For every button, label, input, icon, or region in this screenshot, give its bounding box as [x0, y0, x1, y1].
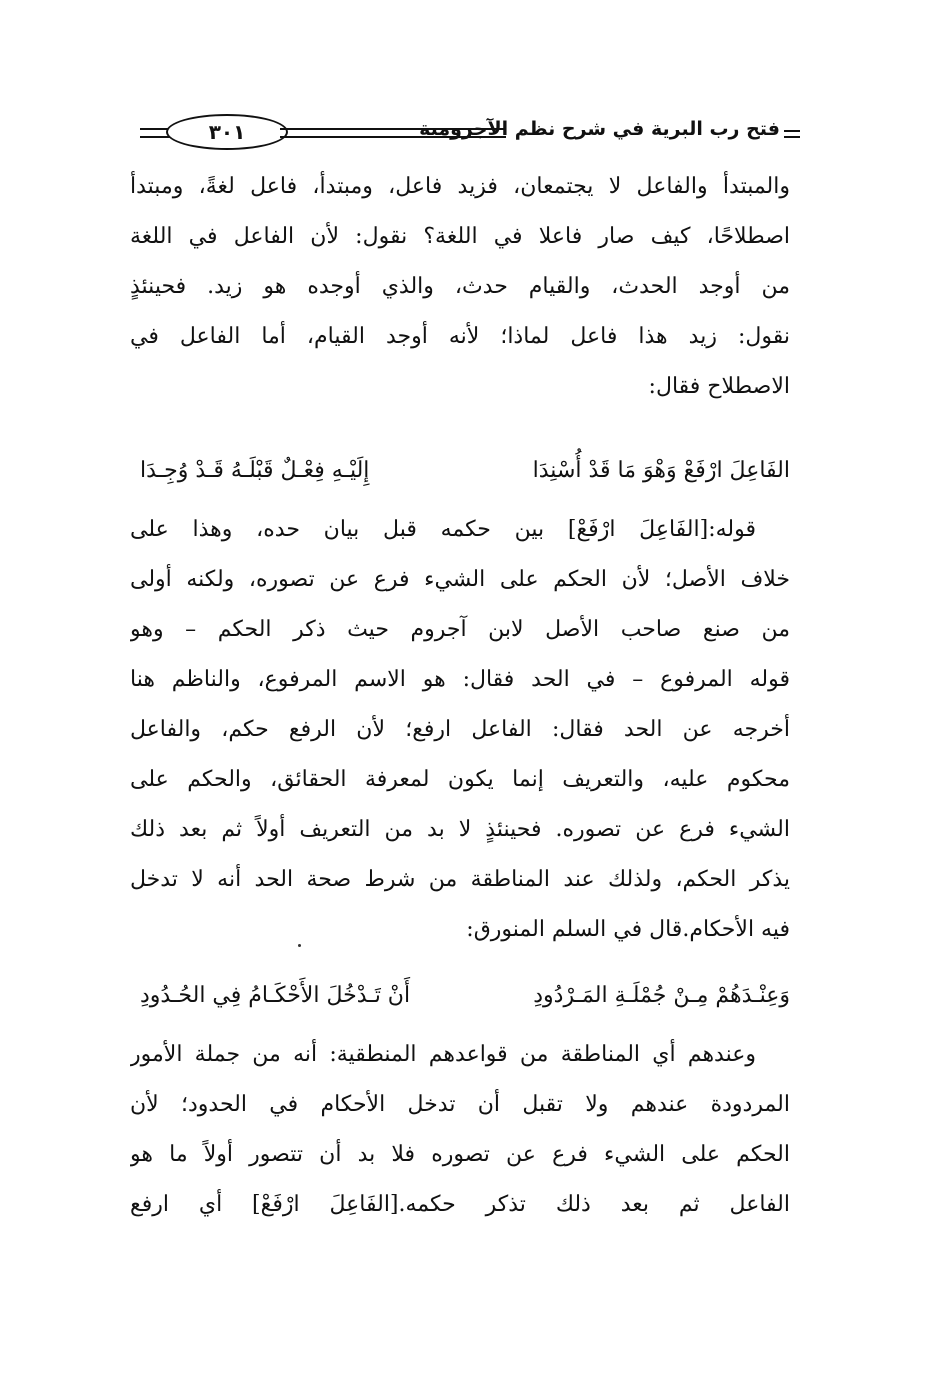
text-line: المردودة عندهم ولا تقبل أن تدخل الأحكام في الحدود؛ لأن — [130, 1092, 790, 1117]
paragraph-3 — [130, 1030, 790, 1230]
text-line: الشيء فرع عن تصوره. فحينئذٍ لا بد من التعريف أولاً ثم بعد ذلك — [130, 817, 790, 842]
page-header — [140, 112, 800, 152]
paragraph-1 — [130, 162, 790, 412]
verse-1 — [140, 450, 790, 500]
page-number: ٣٠١ — [166, 114, 288, 150]
text-line: قوله المرفوع – في الحد فقال: هو الاسم المرفوع، والناظم هنا — [130, 667, 790, 692]
header-rule-right — [784, 130, 800, 138]
text-line: الاصطلاح فقال: — [648, 374, 790, 399]
text-line: خلاف الأصل؛ لأن الحكم على الشيء فرع عن تصوره، ولكنه أولى — [130, 567, 790, 592]
verse-second-hemistich: إِلَيْـهِ فِعْـلٌ قَبْلَـهُ قَـدْ وُجِـدَا — [140, 458, 370, 483]
text-line: وعندهم أي المناطقة من قواعدهم المنطقية: أنه من جملة الأمور — [130, 1042, 756, 1067]
verse-first-hemistich: وَعِنْـدَهُمْ مِـنْ جُمْلَـةِ المَـرْدُودِ — [533, 983, 790, 1008]
verse-second-hemistich: أَنْ تَـدْخُلَ الأَحْكَـامُ فِي الحُـدُودِ — [140, 983, 411, 1008]
text-line: من صنع صاحب الأصل لابن آجروم حيث ذكر الحكم – وهو — [130, 617, 790, 642]
text-line: الفاعل ثم بعد ذلك تذكر حكمه.[الفَاعِلَ ارْفَعْ] أي ارفع — [130, 1192, 790, 1217]
scan-speck — [298, 944, 301, 947]
verse-first-hemistich: الفَاعِلَ ارْفَعْ وَهْوَ مَا قَدْ أُسْنِدَا — [532, 458, 790, 483]
running-title: فتح رب البرية في شرح نظم الآجرومية — [419, 118, 780, 140]
text-line: أخرجه عن الحد فقال: الفاعل ارفع؛ لأن الرفع حكم، والفاعل — [130, 717, 790, 742]
verse-2 — [140, 975, 790, 1025]
text-line: قوله:[الفَاعِلَ ارْفَعْ] بين حكمه قبل بيان حده، وهذا على — [130, 517, 756, 542]
text-line: الحكم على الشيء فرع عن تصوره فلا بد أن تتصور أولاً ما هو — [130, 1142, 790, 1167]
paragraph-2 — [130, 505, 790, 955]
text-line: فيه الأحكام.قال في السلم المنورق: — [466, 917, 790, 942]
text-line: والمبتدأ والفاعل لا يجتمعان، فزيد فاعل، ومبتدأ، فاعل لغةً، ومبتدأ — [130, 174, 790, 199]
text-line: محكوم عليه، والتعريف إنما يكون لمعرفة الحقائق، والحكم على — [130, 767, 790, 792]
text-line: من أوجد الحدث، والقيام حدث، والذي أوجده هو زيد. فحينئذٍ — [130, 274, 790, 299]
text-line: اصطلاحًا، كيف صار فاعلا في اللغة؟ نقول: لأن الفاعل في اللغة — [130, 224, 790, 249]
text-line: نقول: زيد هذا فاعل لماذا؛ لأنه أوجد القيام، أما الفاعل في — [130, 324, 790, 349]
text-line: يذكر الحكم، ولذلك عند المناطقة من شرط صحة الحد أنه لا تدخل — [130, 867, 790, 892]
